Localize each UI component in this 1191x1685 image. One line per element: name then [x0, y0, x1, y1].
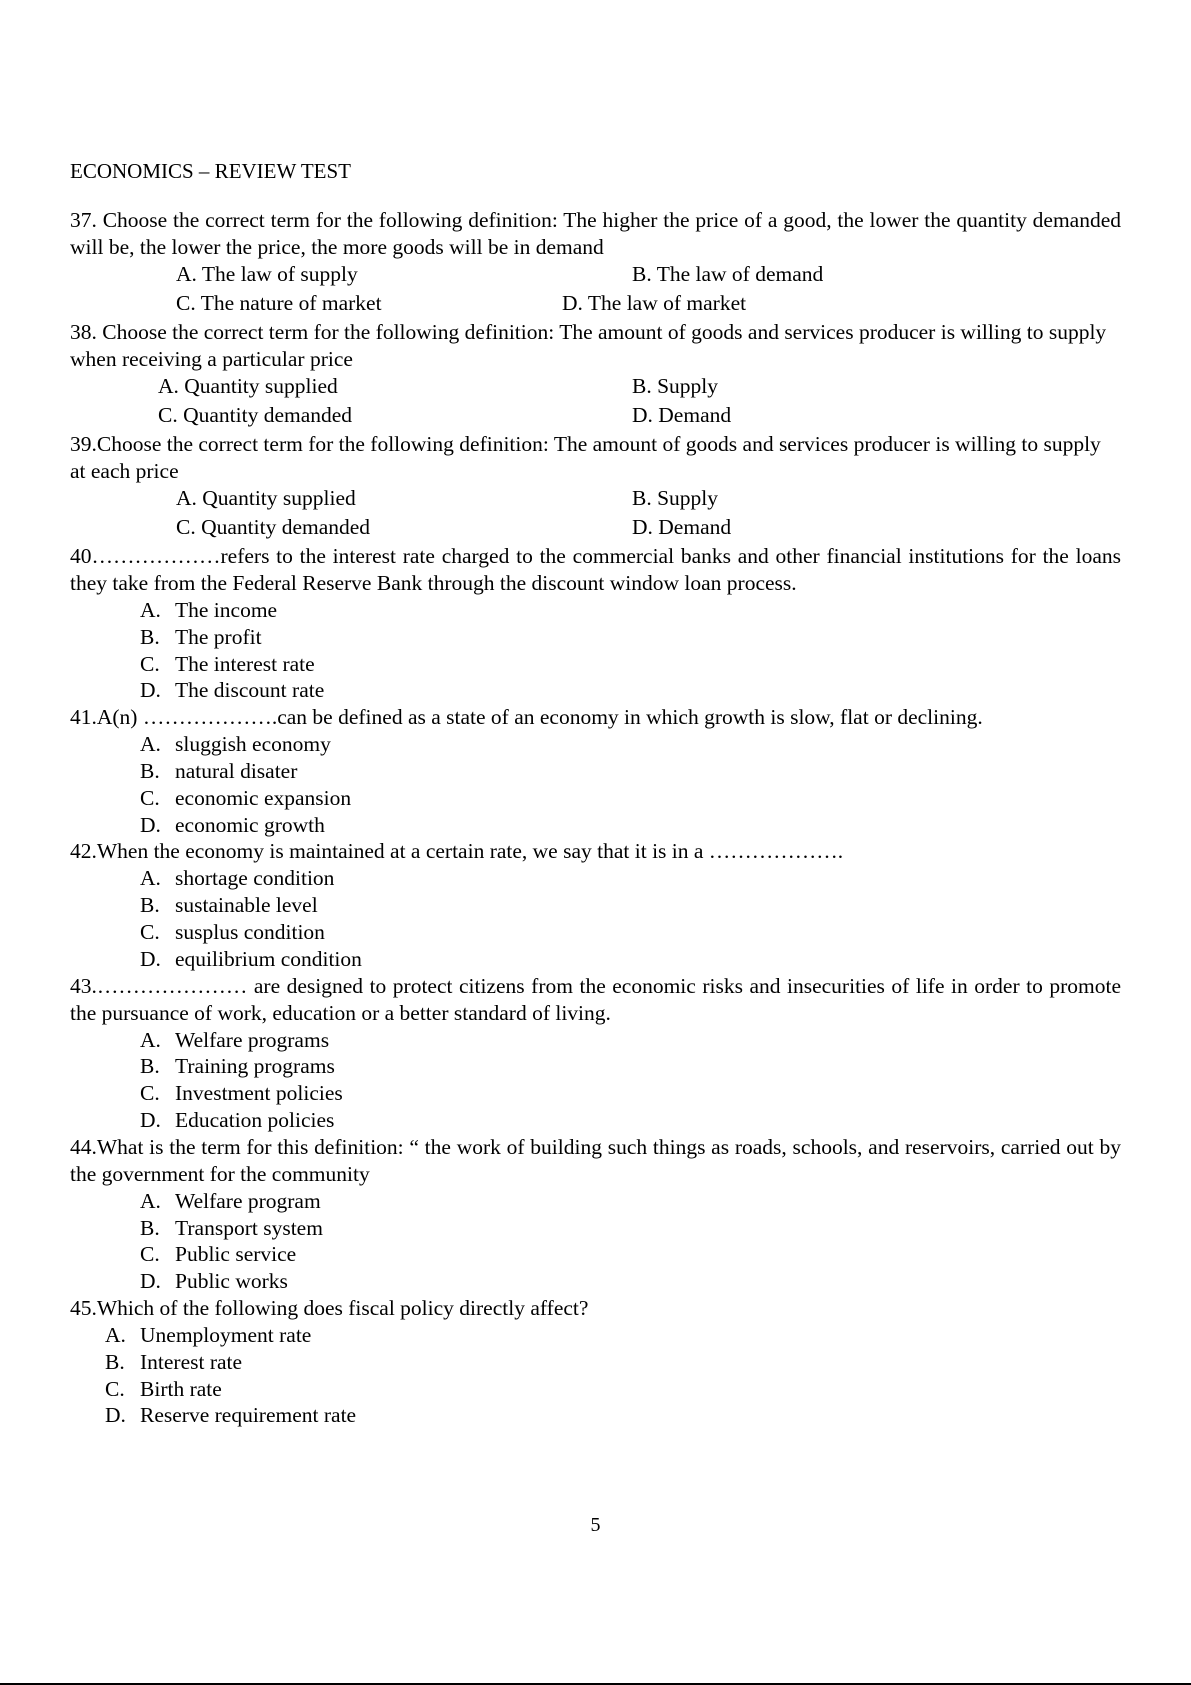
options-row [70, 373, 1121, 402]
options-row [70, 485, 1121, 514]
question-37 [70, 207, 1121, 319]
option-c: C. Investment policies [140, 1081, 343, 1106]
options-list [105, 1322, 1121, 1429]
option-d: D. Demand [632, 403, 732, 427]
question-stem: 37. Choose the correct term for the following definition: The higher the price of a good, the lower the quantity demanded will be, the lower the price, the more goods will be in demand [70, 208, 1121, 259]
option-a: A. The income [140, 598, 278, 622]
options-row [70, 514, 1121, 543]
option-b: B. The law of demand [632, 262, 824, 286]
question-41 [70, 704, 1121, 838]
option-d: D. Public works [140, 1269, 288, 1294]
option-a: A. Welfare programs [140, 1027, 330, 1052]
question-stem: 42.When the economy is maintained at a certain rate, we say that it is in a ………………. [70, 839, 844, 864]
option-b: B. natural disater [140, 758, 298, 783]
option-a: A. sluggish economy [140, 732, 331, 757]
option-d: D. Education policies [140, 1107, 335, 1132]
question-40 [70, 543, 1121, 704]
option-c: C. Quantity demanded [176, 515, 371, 539]
option-a: A. Quantity supplied [176, 486, 356, 510]
question-stem: 43.………………… are designed to protect citizens from the economic risks and insecurities of life in order to promote the pursuance of work, education or a better standard of living. [70, 973, 1121, 1025]
option-a: A. Quantity supplied [158, 374, 338, 398]
option-d: D. Reserve requirement rate [105, 1403, 357, 1428]
option-a: A. Unemployment rate [105, 1322, 312, 1347]
question-stem: 38. Choose the correct term for the following definition: The amount of goods and services producer is willing to supply when receiving a particular price [70, 320, 1107, 371]
option-c: C. The nature of market [176, 291, 382, 315]
option-b: B. Supply [632, 486, 719, 510]
question-39 [70, 431, 1121, 543]
option-b: B. sustainable level [140, 893, 318, 918]
option-b: B. Transport system [140, 1215, 323, 1240]
question-43 [70, 973, 1121, 1134]
option-c: C. Public service [140, 1242, 297, 1267]
question-stem: 40………………refers to the interest rate charged to the commercial banks and other financial institutions for the loans they take from the Federal Reserve Bank through the discount window loan process. [70, 544, 1121, 595]
options-list [140, 731, 1121, 838]
option-d: D. Demand [632, 515, 732, 539]
question-stem: 39.Choose the correct term for the following definition: The amount of goods and services producer is willing to supply at each price [70, 432, 1101, 483]
document-title: ECONOMICS – REVIEW TEST [70, 159, 351, 183]
option-b: B. Interest rate [105, 1349, 243, 1374]
page-number: 5 [590, 1514, 601, 1536]
option-b: B. Training programs [140, 1054, 335, 1079]
option-d: D. equilibrium condition [140, 946, 362, 971]
option-d: D. The discount rate [140, 678, 325, 703]
question-42 [70, 838, 1121, 972]
option-c: C. Birth rate [105, 1376, 222, 1401]
option-c: C. economic expansion [140, 785, 352, 810]
options-row [70, 402, 1121, 431]
option-c: C. susplus condition [140, 919, 325, 944]
options-list [140, 597, 1121, 704]
document-page [70, 158, 1121, 1429]
question-45 [70, 1295, 1121, 1429]
options-list [140, 1027, 1121, 1134]
option-a: A. shortage condition [140, 866, 335, 891]
option-d: D. economic growth [140, 812, 325, 837]
option-c: C. Quantity demanded [158, 403, 353, 427]
question-44 [70, 1134, 1121, 1295]
question-stem: 44.What is the term for this definition: “ the work of building such things as roads, schools, and reservoirs, carried out by the government for the community [70, 1134, 1121, 1186]
option-d: D. The law of market [562, 291, 747, 315]
option-b: B. Supply [632, 374, 719, 398]
question-stem: 45.Which of the following does fiscal policy directly affect? [70, 1295, 589, 1320]
options-row [70, 261, 1121, 290]
question-38 [70, 319, 1121, 431]
option-c: C. The interest rate [140, 651, 315, 676]
option-a: A. The law of supply [176, 262, 358, 286]
options-row [70, 290, 1121, 319]
option-b: B. The profit [140, 624, 262, 649]
options-list [140, 865, 1121, 972]
option-a: A. Welfare program [140, 1188, 321, 1213]
options-list [140, 1188, 1121, 1295]
question-stem: 41.A(n) ……………….can be defined as a state of an economy in which growth is slow, flat or declining. [70, 705, 983, 730]
